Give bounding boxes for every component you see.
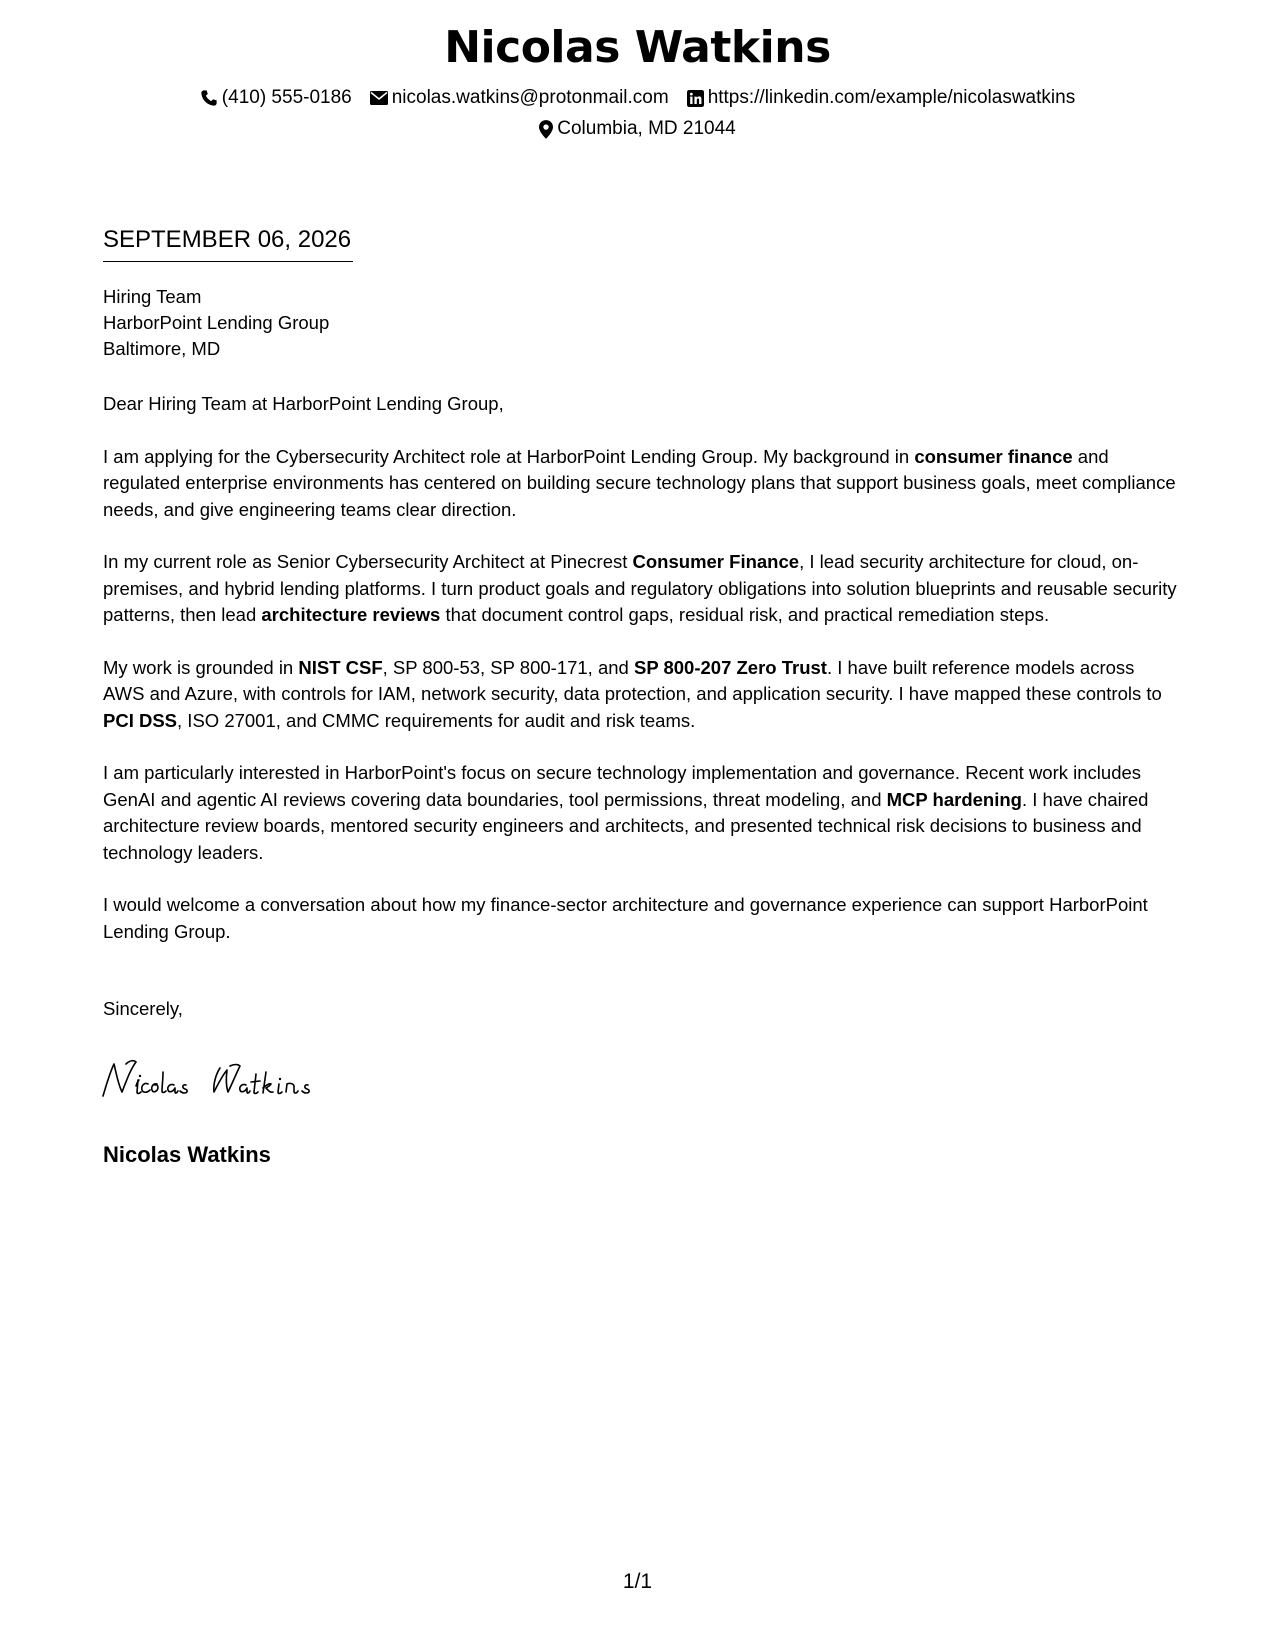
linkedin-url[interactable]: https://linkedin.com/example/nicolaswatkins [707, 87, 1076, 108]
bold-run: MCP hardening [886, 788, 1022, 810]
location-row [0, 117, 1275, 141]
applicant-name: Nicolas Watkins [444, 22, 831, 73]
bold-run: SP 800-207 Zero Trust [633, 656, 827, 678]
envelope-icon [370, 91, 388, 105]
letter-header [0, 18, 1275, 141]
handwritten-signature [100, 1056, 360, 1107]
text-run: . I have built reference models across AWS and Azure, with controls for IAM, network security, data protection, and application security. I have mapped these controls to [103, 656, 1162, 704]
paragraph-current-role [103, 549, 1178, 629]
text-run: , I lead security architecture for cloud, on-premises, and hybrid lending platforms. I turn product goals and regulatory obligations into solution blueprints and reusable security patterns, then lead [103, 551, 1177, 625]
letter-body [103, 391, 1178, 971]
bold-run: Consumer Finance [632, 551, 800, 572]
email-address[interactable]: nicolas.watkins@protonmail.com [391, 87, 669, 108]
recipient-line: Hiring Team [103, 286, 202, 307]
bold-run: architecture reviews [261, 604, 441, 625]
contact-email[interactable] [370, 86, 669, 110]
recipient-block [103, 284, 329, 362]
contact-phone [200, 86, 352, 110]
linkedin-icon [687, 90, 704, 107]
closing-phrase: Sincerely, [103, 998, 183, 1019]
text-run: that document control gaps, residual risk, and practical remediation steps. [440, 604, 1050, 625]
text-run: I am applying for the Cybersecurity Architect role at HarborPoint Lending Group. My background in [103, 445, 915, 467]
recipient-company: HarborPoint Lending Group [103, 312, 330, 333]
text-run: , SP 800-53, SP 800-171, and [382, 656, 634, 678]
text-run: , ISO 27001, and CMMC requirements for audit and risk teams. [177, 709, 696, 731]
text-run: I am particularly interested in HarborPoint's focus on secure technology implementation and governance. Recent work includes GenAI and agentic AI reviews covering data boundaries, tool permissions, threat modeling, and [103, 762, 1142, 810]
paragraph-intro [103, 444, 1178, 524]
bold-run: consumer finance [914, 445, 1073, 467]
contact-linkedin[interactable] [687, 86, 1076, 110]
text-run: My work is grounded in [103, 656, 299, 678]
page-number: 1/1 [622, 1570, 653, 1593]
bold-run: NIST CSF [298, 656, 383, 678]
recipient-location: Baltimore, MD [103, 338, 221, 359]
text-run: In my current role as Senior Cybersecurity Architect at Pinecrest [103, 551, 633, 572]
contact-row [0, 86, 1275, 110]
phone-icon [200, 89, 218, 107]
paragraph-frameworks [103, 655, 1178, 735]
bold-run: PCI DSS [103, 709, 178, 731]
text-run: I would welcome a conversation about how my finance-sector architecture and governance experience can support HarborPoint Lending Group. [103, 894, 1148, 942]
text-run: . I have chaired architecture review boards, mentored security engineers and architects, and presented technical risk decisions to business and technology leaders. [103, 788, 1149, 863]
contact-location [539, 117, 735, 141]
paragraph-interest [103, 760, 1178, 866]
location-text: Columbia, MD 21044 [557, 118, 736, 139]
signer-name: Nicolas Watkins [103, 1142, 271, 1167]
paragraph-closing [103, 892, 1178, 945]
salutation: Dear Hiring Team at HarborPoint Lending Group, [103, 393, 504, 414]
map-pin-icon [539, 120, 553, 139]
phone-number: (410) 555-0186 [221, 87, 352, 108]
text-run: and regulated enterprise environments has centered on building secure technology plans that support business goals, meet compliance needs, and give engineering teams clear direction. [103, 445, 1176, 520]
letter-date: SEPTEMBER 06, 2026 [103, 224, 353, 262]
